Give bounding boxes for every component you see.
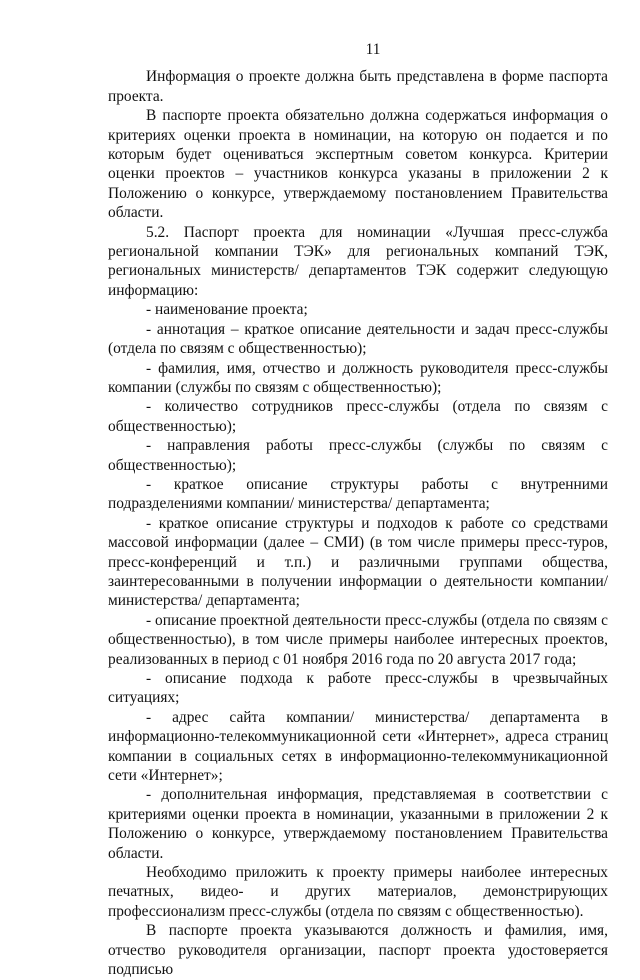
list-item-staff-count: - количество сотрудников пресс-службы (отдела по связям с общественностью); (108, 398, 608, 435)
list-item-head-name: - фамилия, имя, отчество и должность руководителя пресс-службы компании (службы по связям с общественностью); (108, 359, 608, 396)
list-item-additional-info: - дополнительная информация, представляемая в соответствии с критериями оценки проекта в номинации, указанными в приложении 2 к Положению о конкурсе, утверждаемому постановлением Правительства области. (108, 786, 608, 862)
paragraph-criteria: В паспорте проекта обязательно должна содержаться информация о критериях оценки проекта в номинации, на которую он подается и по которым будет оцениваться экспертным советом конкурса. Критерии оценки проектов – участников конкурса указаны в приложении 2 к Положению о конкурсе, утверждаемому постановлением Правительства области. (108, 107, 608, 222)
list-item-media-work: - краткое описание структуры и подходов к работе со средствами массовой информации (далее – СМИ) (в том числе примеры пресс-туров, пресс-конференций и т.п.) и различными группами общества, заинтересованными в получении информации о деятельности компании/ министерства/ департамента; (108, 514, 608, 610)
paragraph-signature: В паспорте проекта указываются должность и фамилия, имя, отчество руководителя организации, паспорт проекта удостоверяется подписью (108, 922, 608, 979)
paragraph-attach-examples: Необходимо приложить к проекту примеры наиболее интересных печатных, видео- и других материалов, демонстрирующих профессионализм пресс-службы (отдела по связям с общественностью). (108, 864, 608, 920)
list-item-work-directions: - направления работы пресс-службы (службы по связям с общественностью); (108, 437, 608, 474)
list-item-internal-structure: - краткое описание структуры работы с внутренними подразделениями компании/ министерства/ департамента; (108, 475, 608, 513)
page-number: 11 (365, 41, 381, 58)
list-item-website-address: - адрес сайта компании/ министерства/ департамента в информационно-телекоммуникационной сети «Интернет», адреса страниц компании в социальных сетях в информационно-телекоммуникационной сети «Интернет»; (108, 708, 608, 785)
paragraph-section-5-2: 5.2. Паспорт проекта для номинации «Лучшая пресс-служба региональной компании ТЭК» для региональных компаний ТЭК, региональных министерств/ департаментов ТЭК содержит следующую информацию: (108, 223, 608, 299)
list-item-annotation: - аннотация – краткое описание деятельности и задач пресс-службы (отдела по связям с общественностью); (108, 320, 608, 358)
list-item-project-name: - наименование проекта; (146, 301, 308, 319)
paragraph-passport-form: Информация о проекте должна быть представлена в форме паспорта проекта. (108, 68, 608, 105)
list-item-project-activity: - описание проектной деятельности пресс-службы (отдела по связям с общественностью), в том числе примеры наиболее интересных проектов, реализованных в период с 01 ноября 2016 года по 20 августа 2017 года; (108, 611, 608, 668)
list-item-emergency-approach: - описание подхода к работе пресс-службы в чрезвычайных ситуациях; (108, 670, 608, 707)
